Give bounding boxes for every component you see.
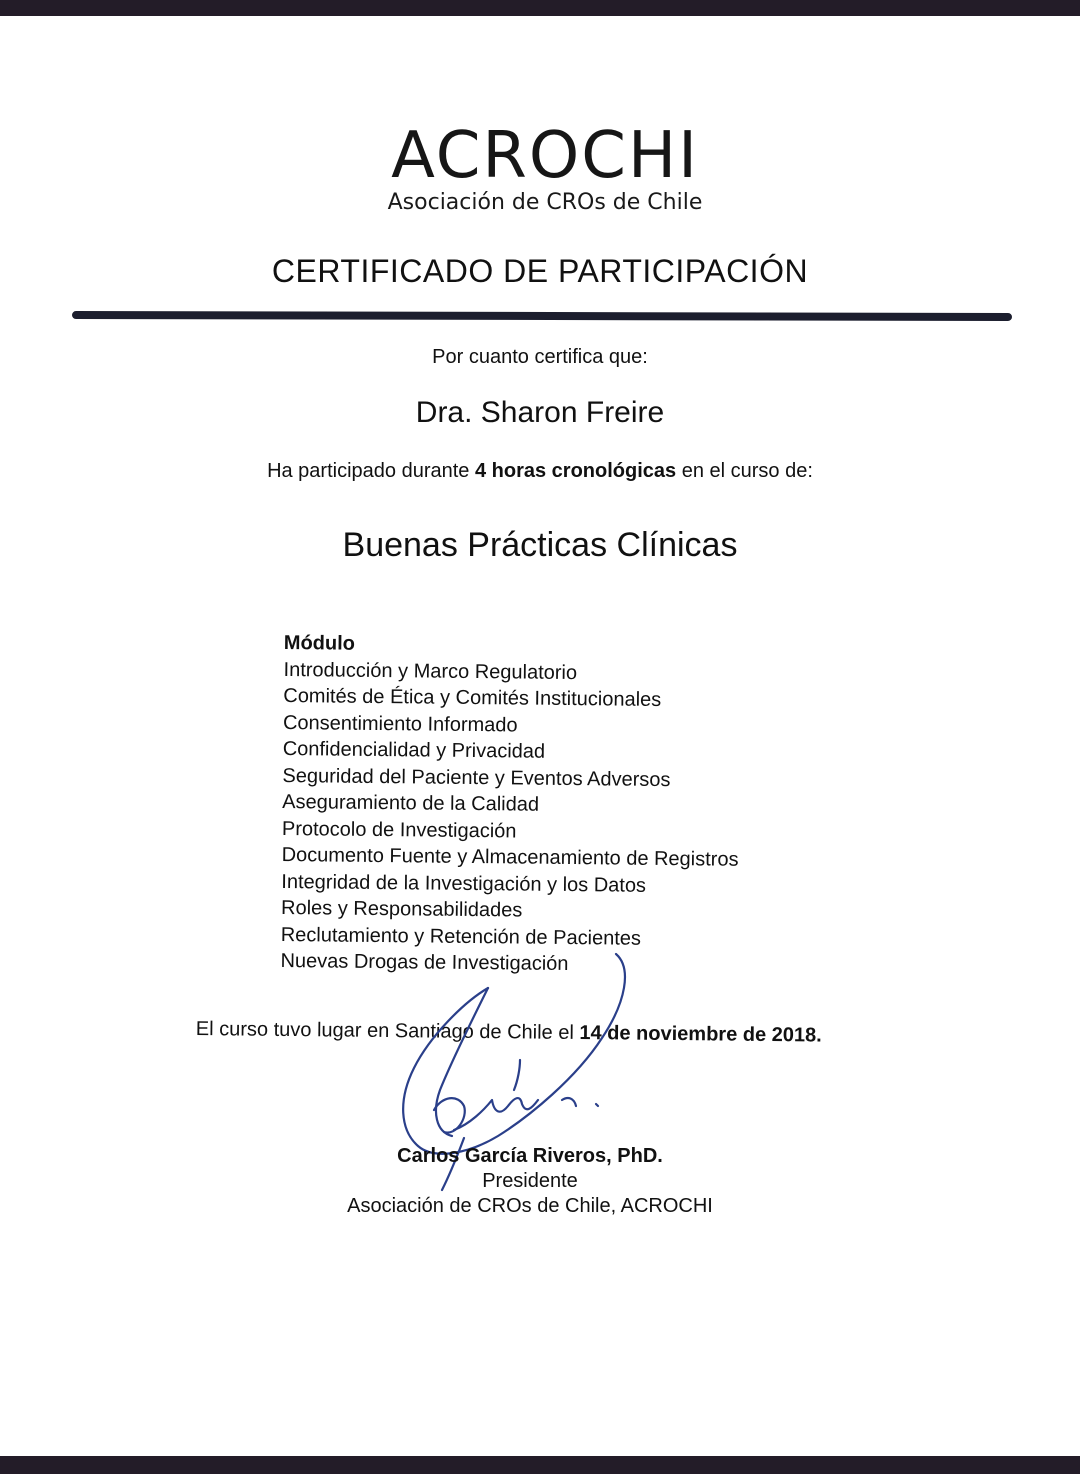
recipient-name: Dra. Sharon Freire	[415, 396, 665, 429]
certifies-text: Por cuanto certifica que:	[432, 346, 648, 368]
participation-prefix: Ha participado durante	[267, 460, 470, 482]
module-item: Aseguramiento de la Calidad	[282, 790, 540, 816]
logo-subtitle: Asociación de CROs de Chile	[387, 190, 703, 215]
module-item: Comités de Ética y Comités Institucionales	[283, 684, 662, 711]
module-item: Consentimiento Informado	[282, 711, 518, 736]
module-item: Protocolo de Investigación	[281, 817, 517, 842]
top-frame-bar	[0, 0, 1080, 16]
signer-organization: Asociación de CROs de Chile, ACROCHI	[347, 1195, 713, 1217]
signer-name: Carlos García Riveros, PhD.	[397, 1145, 663, 1167]
venue-prefix: El curso tuvo lugar en Santiago de Chile el	[195, 1017, 574, 1044]
module-item: Confidencialidad y Privacidad	[282, 737, 546, 763]
participation-hours: 4 horas cronológicas	[474, 460, 677, 482]
module-heading: Módulo	[283, 631, 356, 655]
signer-role: Presidente	[482, 1170, 578, 1192]
course-title: Buenas Prácticas Clínicas	[342, 526, 738, 564]
module-item: Seguridad del Paciente y Eventos Adversos	[282, 764, 671, 791]
module-item: Reclutamiento y Retención de Pacientes	[280, 923, 642, 950]
signer-block	[320, 1144, 740, 1219]
organization-logo	[330, 119, 760, 216]
certificate-title: CERTIFICADO DE PARTICIPACIÓN	[271, 253, 809, 289]
title-divider	[72, 311, 1012, 321]
module-item: Integridad de la Investigación y los Datos	[281, 870, 647, 897]
course-date: 14 de noviembre de 2018.	[579, 1022, 822, 1047]
module-item: Roles y Responsabilidades	[280, 896, 523, 922]
module-list	[280, 630, 844, 980]
participation-statement	[0, 458, 1080, 484]
logo-wordmark: ACROCHI	[391, 119, 699, 193]
module-item: Documento Fuente y Almacenamiento de Registros	[281, 843, 739, 871]
participation-suffix: en el curso de:	[681, 460, 813, 482]
bottom-frame-bar	[0, 1456, 1080, 1474]
module-item: Nuevas Drogas de Investigación	[280, 949, 569, 975]
module-item: Introducción y Marco Regulatorio	[283, 658, 578, 684]
